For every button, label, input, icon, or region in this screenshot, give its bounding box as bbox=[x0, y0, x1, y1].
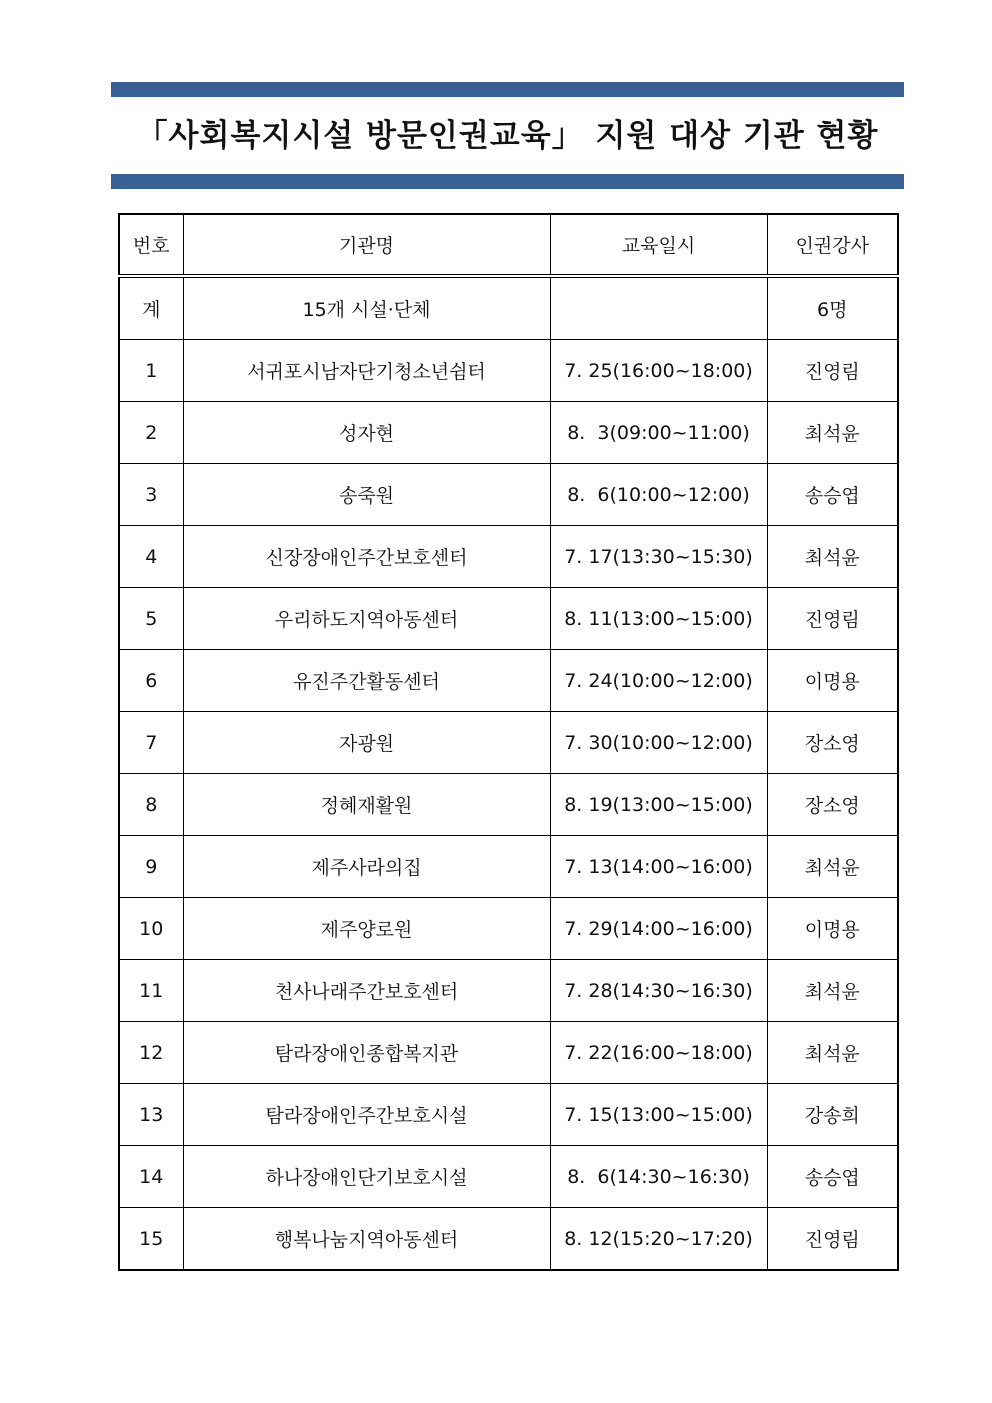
header-date: 교육일시 bbox=[550, 214, 767, 276]
total-label: 계 bbox=[119, 276, 183, 340]
row-date: 8. 6(10:00~12:00) bbox=[550, 464, 767, 526]
row-institution: 송죽원 bbox=[183, 464, 550, 526]
table-row bbox=[119, 340, 898, 402]
total-institutions: 15개 시설·단체 bbox=[183, 276, 550, 340]
header-lecturer: 인권강사 bbox=[767, 214, 898, 276]
total-lecturers: 6명 bbox=[767, 276, 898, 340]
row-lecturer: 최석윤 bbox=[767, 1022, 898, 1084]
table-row bbox=[119, 650, 898, 712]
table-row bbox=[119, 588, 898, 650]
row-lecturer: 송승엽 bbox=[767, 1146, 898, 1208]
row-institution: 자광원 bbox=[183, 712, 550, 774]
table-row bbox=[119, 1146, 898, 1208]
header-institution: 기관명 bbox=[183, 214, 550, 276]
row-number: 15 bbox=[119, 1208, 183, 1271]
table-row bbox=[119, 960, 898, 1022]
total-date bbox=[550, 276, 767, 340]
row-lecturer: 강송희 bbox=[767, 1084, 898, 1146]
institution-table bbox=[118, 213, 899, 1271]
header-number: 번호 bbox=[119, 214, 183, 276]
row-number: 13 bbox=[119, 1084, 183, 1146]
row-date: 7. 25(16:00~18:00) bbox=[550, 340, 767, 402]
row-number: 6 bbox=[119, 650, 183, 712]
table-row bbox=[119, 1022, 898, 1084]
row-date: 7. 28(14:30~16:30) bbox=[550, 960, 767, 1022]
row-institution: 신장장애인주간보호센터 bbox=[183, 526, 550, 588]
row-lecturer: 진영림 bbox=[767, 340, 898, 402]
row-date: 8. 11(13:00~15:00) bbox=[550, 588, 767, 650]
row-number: 8 bbox=[119, 774, 183, 836]
row-date: 7. 17(13:30~15:30) bbox=[550, 526, 767, 588]
table-row bbox=[119, 464, 898, 526]
row-lecturer: 장소영 bbox=[767, 774, 898, 836]
row-institution: 천사나래주간보호센터 bbox=[183, 960, 550, 1022]
row-lecturer: 최석윤 bbox=[767, 960, 898, 1022]
row-date: 7. 22(16:00~18:00) bbox=[550, 1022, 767, 1084]
row-institution: 우리하도지역아동센터 bbox=[183, 588, 550, 650]
row-lecturer: 장소영 bbox=[767, 712, 898, 774]
row-date: 7. 24(10:00~12:00) bbox=[550, 650, 767, 712]
row-institution: 하나장애인단기보호시설 bbox=[183, 1146, 550, 1208]
table-row bbox=[119, 836, 898, 898]
table-row bbox=[119, 1084, 898, 1146]
row-number: 4 bbox=[119, 526, 183, 588]
row-date: 7. 30(10:00~12:00) bbox=[550, 712, 767, 774]
row-number: 7 bbox=[119, 712, 183, 774]
row-institution: 탐라장애인종합복지관 bbox=[183, 1022, 550, 1084]
table-row bbox=[119, 1208, 898, 1271]
row-lecturer: 진영림 bbox=[767, 588, 898, 650]
table-row bbox=[119, 898, 898, 960]
row-number: 14 bbox=[119, 1146, 183, 1208]
row-institution: 행복나눔지역아동센터 bbox=[183, 1208, 550, 1271]
row-date: 8. 3(09:00~11:00) bbox=[550, 402, 767, 464]
row-number: 2 bbox=[119, 402, 183, 464]
row-institution: 탐라장애인주간보호시설 bbox=[183, 1084, 550, 1146]
row-lecturer: 최석윤 bbox=[767, 402, 898, 464]
table-header-row bbox=[119, 214, 898, 276]
row-institution: 제주양로원 bbox=[183, 898, 550, 960]
row-institution: 정혜재활원 bbox=[183, 774, 550, 836]
row-number: 11 bbox=[119, 960, 183, 1022]
row-institution: 유진주간활동센터 bbox=[183, 650, 550, 712]
row-lecturer: 송승엽 bbox=[767, 464, 898, 526]
row-date: 7. 29(14:00~16:00) bbox=[550, 898, 767, 960]
row-lecturer: 최석윤 bbox=[767, 836, 898, 898]
row-date: 8. 19(13:00~15:00) bbox=[550, 774, 767, 836]
row-date: 7. 13(14:00~16:00) bbox=[550, 836, 767, 898]
row-lecturer: 진영림 bbox=[767, 1208, 898, 1271]
top-accent-bar bbox=[111, 82, 904, 97]
row-lecturer: 최석윤 bbox=[767, 526, 898, 588]
bottom-accent-bar bbox=[111, 174, 904, 189]
table-row bbox=[119, 402, 898, 464]
table-row bbox=[119, 526, 898, 588]
total-row bbox=[119, 276, 898, 340]
row-number: 5 bbox=[119, 588, 183, 650]
row-institution: 제주사라의집 bbox=[183, 836, 550, 898]
row-date: 8. 12(15:20~17:20) bbox=[550, 1208, 767, 1271]
table-row bbox=[119, 774, 898, 836]
row-number: 9 bbox=[119, 836, 183, 898]
row-institution: 성자현 bbox=[183, 402, 550, 464]
row-institution: 서귀포시남자단기청소년쉼터 bbox=[183, 340, 550, 402]
row-date: 7. 15(13:00~15:00) bbox=[550, 1084, 767, 1146]
page-title: 「사회복지시설 방문인권교육」 지원 대상 기관 현황 bbox=[136, 118, 879, 154]
row-date: 8. 6(14:30~16:30) bbox=[550, 1146, 767, 1208]
table-row bbox=[119, 712, 898, 774]
row-number: 3 bbox=[119, 464, 183, 526]
row-lecturer: 이명용 bbox=[767, 650, 898, 712]
row-lecturer: 이명용 bbox=[767, 898, 898, 960]
row-number: 1 bbox=[119, 340, 183, 402]
row-number: 12 bbox=[119, 1022, 183, 1084]
row-number: 10 bbox=[119, 898, 183, 960]
